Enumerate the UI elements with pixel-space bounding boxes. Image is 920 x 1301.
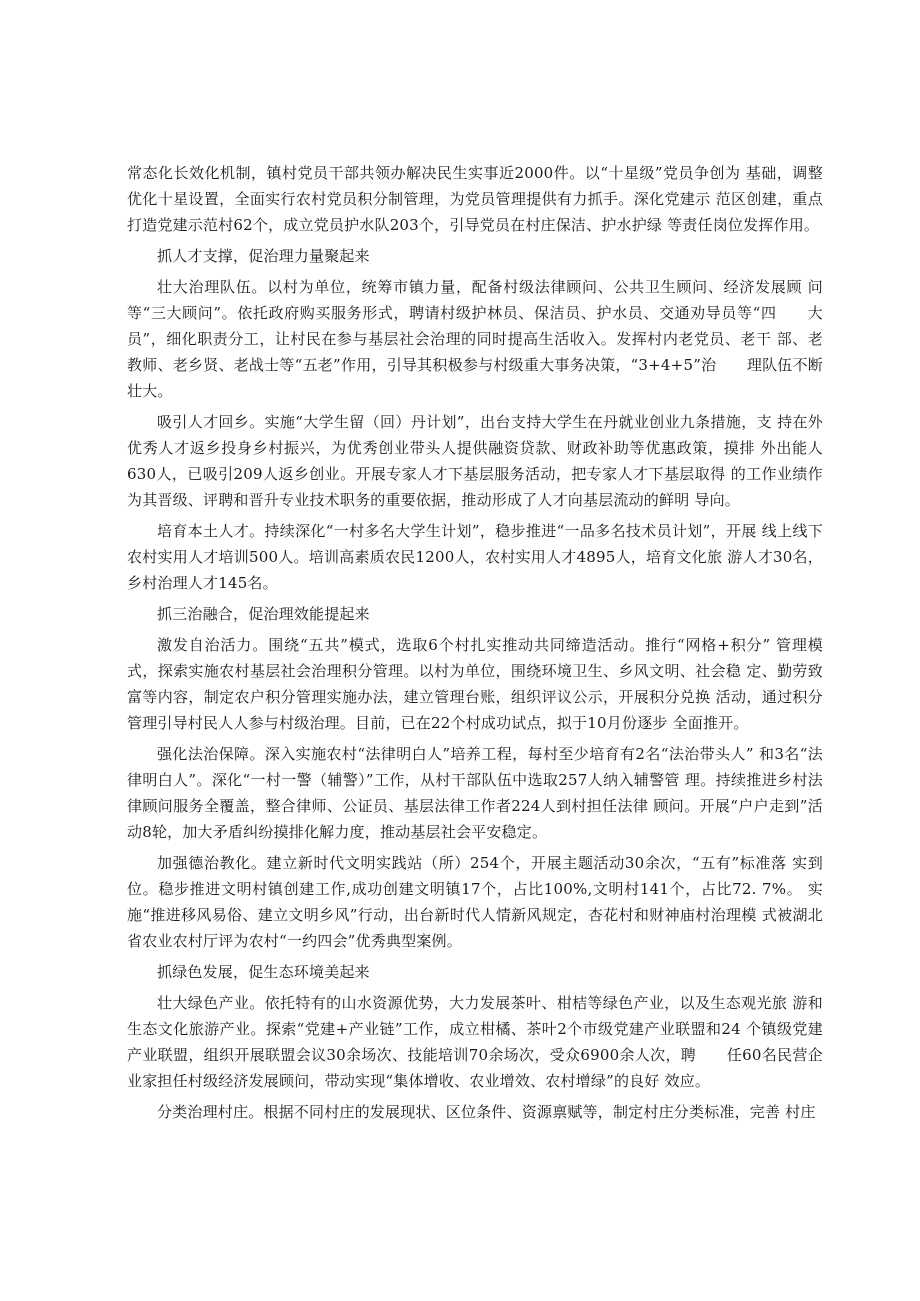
paragraph-self-governance: 激发自治活力。围绕“五共”模式，选取6个村扎实推动共同缔造活动。推行“网格+积分” 管理模式，探索实施农村基层社会治理积分管理。以村为单位，围绕环境卫生、乡风文明、社会稳 定、勤劳致富等内容，制定农户积分管理实施办法，建立管理台账，组织评议公示，开展积分兑换 活动，通过积分管理引导村民人人参与村级治理。目前，已在22个村成功试点，拟于10月份逐步 全面推开。 (127, 636, 823, 732)
section-heading-talent: 抓人才支撑，促治理力量聚起来 (157, 247, 370, 265)
paragraph-moral-education: 加强德治教化。建立新时代文明实践站（所）254个，开展主题活动30余次，“五有”标准落 实到位。稳步推进文明村镇创建工作,成功创建文明镇17个，占比100%,文明村141个，占比72. 7%。 实施“推进移风易俗、建立文明乡风”行动，出台新时代人情新风规定，杏花村和财神庙村治理模 式被湖北省农业农村厅评为农村“一约四会”优秀典型案例。 (127, 854, 823, 950)
paragraph-party-management: 常态化长效化机制，镇村党员干部共领办解决民生实事近2000件。以“十星级”党员争创为 基础，调整优化十星设置，全面实行农村党员积分制管理，为党员管理提供有力抓手。深化党建示 范区创建，重点打造党建示范村62个，成立党员护水队203个，引导党员在村庄保洁、护水护绿 等责任岗位发挥作用。 (127, 164, 823, 234)
paragraph-attract-talent: 吸引人才回乡。实施“大学生留（回）丹计划”，出台支持大学生在丹就业创业九条措施，支 持在外优秀人才返乡投身乡村振兴，为优秀创业带头人提供融资贷款、财政补助等优惠政策，摸排 外出能人630人，已吸引209人返乡创业。开展专家人才下基层服务活动，把专家人才下基层取得 的工作业绩作为其晋级、评聘和晋升专业技术职务的重要依据，推动形成了人才向基层流动的鲜明 导向。 (127, 413, 823, 509)
paragraph-governance-team: 壮大治理队伍。以村为单位，统筹市镇力量，配备村级法律顾问、公共卫生顾问、经济发展顾 问等“三大顾问”。依托政府购买服务形式，聘请村级护林员、保洁员、护水员、交通劝导员等“四 大员”，细化职责分工，让村民在参与基层社会治理的同时提高生活收入。发挥村内老党员、老干 部、老教师、老乡贤、老战士等“五老”作用，引导其积极参与村级重大事务决策，“3+4+5”治 理队伍不断壮大。 (127, 278, 823, 400)
section-heading-three-governance: 抓三治融合，促治理效能提起来 (157, 605, 370, 623)
paragraph-rule-of-law: 强化法治保障。深入实施农村“法律明白人”培养工程，每村至少培育有2名“法治带头人” 和3名“法律明白人”。深化“一村一警（辅警）”工作，从村干部队伍中选取257人纳入辅警管 理。持续推进乡村法律顾问服务全覆盖，整合律师、公证员、基层法律工作者224人到村担任法律 顾问。开展“户户走到”活动8轮，加大矛盾纠纷摸排化解力度，推动基层社会平安稳定。 (127, 745, 823, 841)
paragraph-village-classification: 分类治理村庄。根据不同村庄的发展现状、区位条件、资源禀赋等，制定村庄分类标准，完善 村庄 (157, 1103, 816, 1121)
section-heading-green: 抓绿色发展，促生态环境美起来 (157, 963, 370, 981)
paragraph-local-talent: 培育本土人才。持续深化“一村多名大学生计划”，稳步推进“一品多名技术员计划”，开展 线上线下农村实用人才培训500人。培训高素质农民1200人，农村实用人才4895人，培育文化旅 游人才30名，乡村治理人才145名。 (127, 522, 823, 592)
document-body (127, 160, 823, 1130)
paragraph-green-industry: 壮大绿色产业。依托特有的山水资源优势，大力发展茶叶、柑桔等绿色产业，以及生态观光旅 游和生态文化旅游产业。探索“党建+产业链”工作，成立柑橘、茶叶2个市级党建产业联盟和24 个镇级党建产业联盟，组织开展联盟会议30余场次、技能培训70余场次，受众6900余人次，聘 任60名民营企业家担任村级经济发展顾问，带动实现“集体增收、农业增效、农村增绿”的良好 效应。 (127, 994, 823, 1090)
